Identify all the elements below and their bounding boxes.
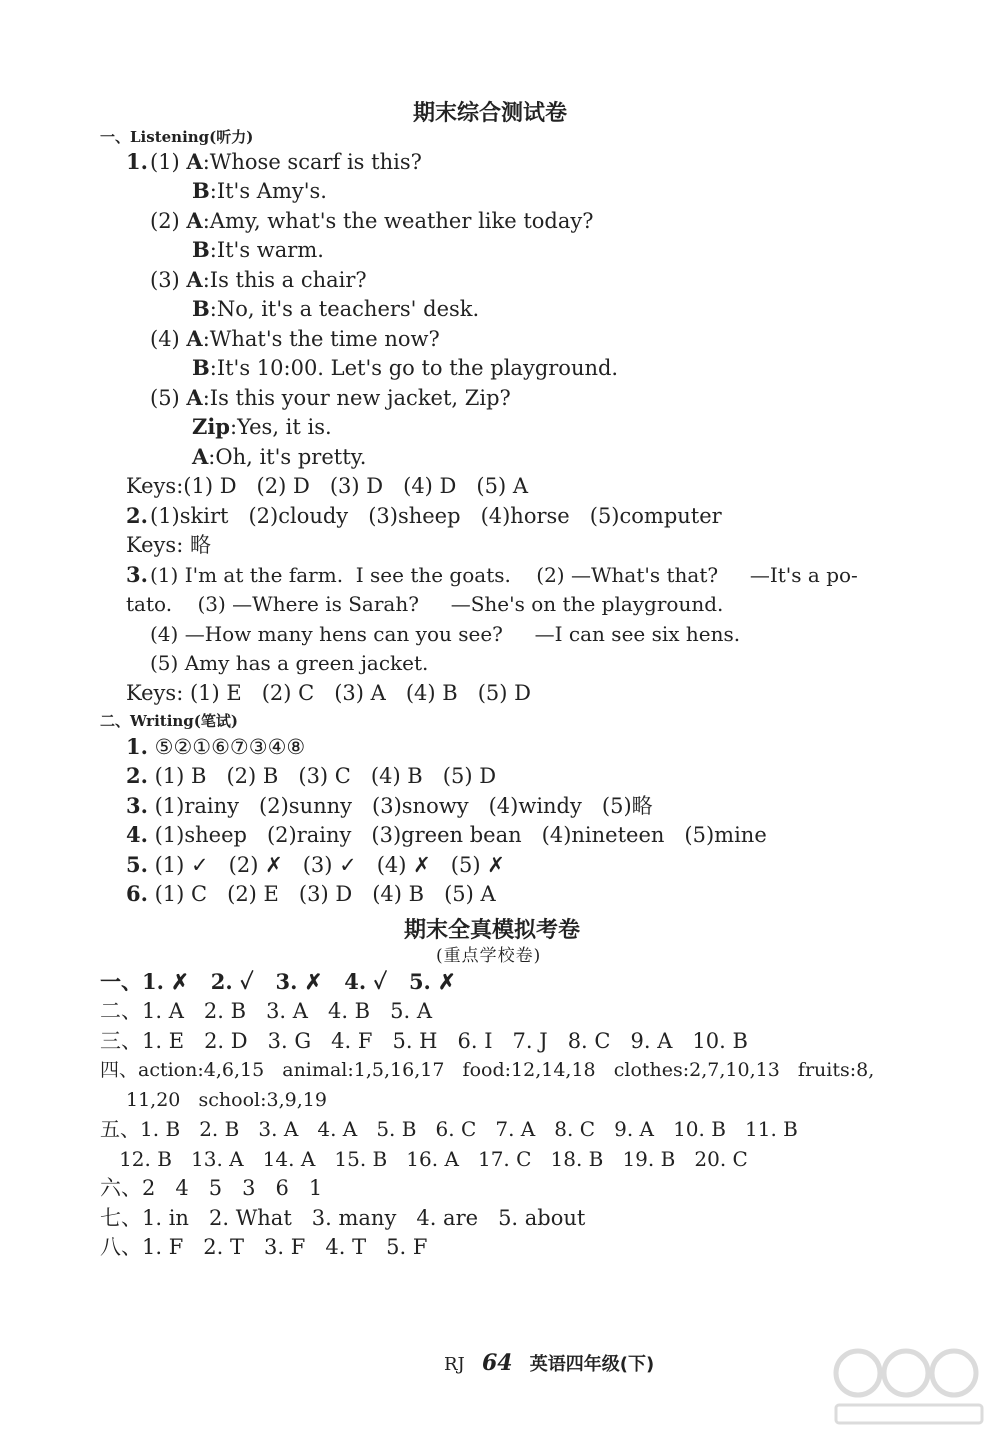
answer-keys: Keys: 略 xyxy=(126,533,211,557)
answer-line: 2. (1) B (2) B (3) C (4) B (5) D xyxy=(126,763,497,788)
dialogue-line: (1) A:Whose scarf is this? xyxy=(150,149,422,174)
answer-keys: Keys: (1) E (2) C (3) A (4) B (5) D xyxy=(126,681,531,705)
dialogue-line: B:It's warm. xyxy=(192,237,324,262)
answer-line: 6. (1) C (2) E (3) D (4) B (5) A xyxy=(126,881,496,906)
question-number: 1. xyxy=(126,149,148,174)
answer-line: 11,20 school:3,9,19 xyxy=(126,1089,327,1111)
dialogue-line: (3) A:Is this a chair? xyxy=(150,267,367,292)
section-title-final-test: 期末综合测试卷 xyxy=(413,101,568,126)
dialogue-line: A:Oh, it's pretty. xyxy=(192,444,367,469)
page-number: 64 xyxy=(481,1350,513,1376)
answer-line: 5. (1) ✓ (2) ✗ (3) ✓ (4) ✗ (5) ✗ xyxy=(126,852,505,877)
answer-line: 八、1. F 2. T 3. F 4. T 5. F xyxy=(100,1235,428,1259)
answer-line: tato. (3) —Where is Sarah? —She's on the playground. xyxy=(126,592,724,616)
answer-line: (1)skirt (2)cloudy (3)sheep (4)horse (5)computer xyxy=(150,504,722,528)
answer-line: 五、1. B 2. B 3. A 4. A 5. B 6. C 7. A 8. C 9. A 10. B 11. B xyxy=(100,1117,798,1141)
answer-line: 四、action:4,6,15 animal:1,5,16,17 food:12,14,18 clothes:2,7,10,13 fruits:8, xyxy=(100,1059,875,1081)
dialogue-line: (2) A:Amy, what's the weather like today? xyxy=(150,208,594,233)
answer-line: 六、2 4 5 3 6 1 xyxy=(100,1176,323,1200)
answer-line: 1. ⑤②①⑥⑦③④⑧ xyxy=(126,734,306,759)
dialogue-line: B:It's 10:00. Let's go to the playground. xyxy=(192,355,619,380)
section-title-mock-exam: 期末全真模拟考卷 xyxy=(404,918,581,943)
book-title: 英语四年级(下) xyxy=(529,1354,655,1375)
answer-keys: Keys:(1) D (2) D (3) D (4) D (5) A xyxy=(126,474,528,498)
edition-label: RJ xyxy=(444,1354,465,1375)
section-heading-listening: 一、Listening(听力) xyxy=(100,128,254,146)
dialogue-line: B:It's Amy's. xyxy=(192,178,327,203)
answer-line: 七、1. in 2. What 3. many 4. are 5. about xyxy=(100,1206,586,1230)
section-heading-writing: 二、Writing(笔试) xyxy=(100,712,238,730)
answer-line: 三、1. E 2. D 3. G 4. F 5. H 6. I 7. J 8. C 9. A 10. B xyxy=(100,1029,748,1053)
dialogue-line: (4) A:What's the time now? xyxy=(150,326,440,351)
watermark-logo xyxy=(828,1343,988,1429)
answer-line: 3. (1)rainy (2)sunny (3)snowy (4)windy (5)略 xyxy=(126,793,653,818)
dialogue-line: Zip:Yes, it is. xyxy=(192,414,332,439)
answer-line: 二、1. A 2. B 3. A 4. B 5. A xyxy=(100,999,433,1023)
question-number: 3. xyxy=(126,562,148,587)
answer-line: 4. (1)sheep (2)rainy (3)green bean (4)nineteen (5)mine xyxy=(126,822,767,847)
answer-line: (1) I'm at the farm. I see the goats. (2) —What's that? —It's a po- xyxy=(150,563,858,587)
answer-line: (4) —How many hens can you see? —I can see six hens. xyxy=(150,622,741,646)
question-number: 2. xyxy=(126,503,148,528)
dialogue-line: (5) A:Is this your new jacket, Zip? xyxy=(150,385,511,410)
answer-line: 12. B 13. A 14. A 15. B 16. A 17. C 18. B 19. B 20. C xyxy=(100,1147,748,1171)
page-footer xyxy=(444,1350,654,1376)
answer-line: (5) Amy has a green jacket. xyxy=(150,651,429,675)
section-subtitle: (重点学校卷) xyxy=(436,946,542,966)
dialogue-line: B:No, it's a teachers' desk. xyxy=(192,296,480,321)
answer-line: 一、1. ✗ 2. ✓ 3. ✗ 4. ✓ 5. ✗ xyxy=(100,969,456,994)
